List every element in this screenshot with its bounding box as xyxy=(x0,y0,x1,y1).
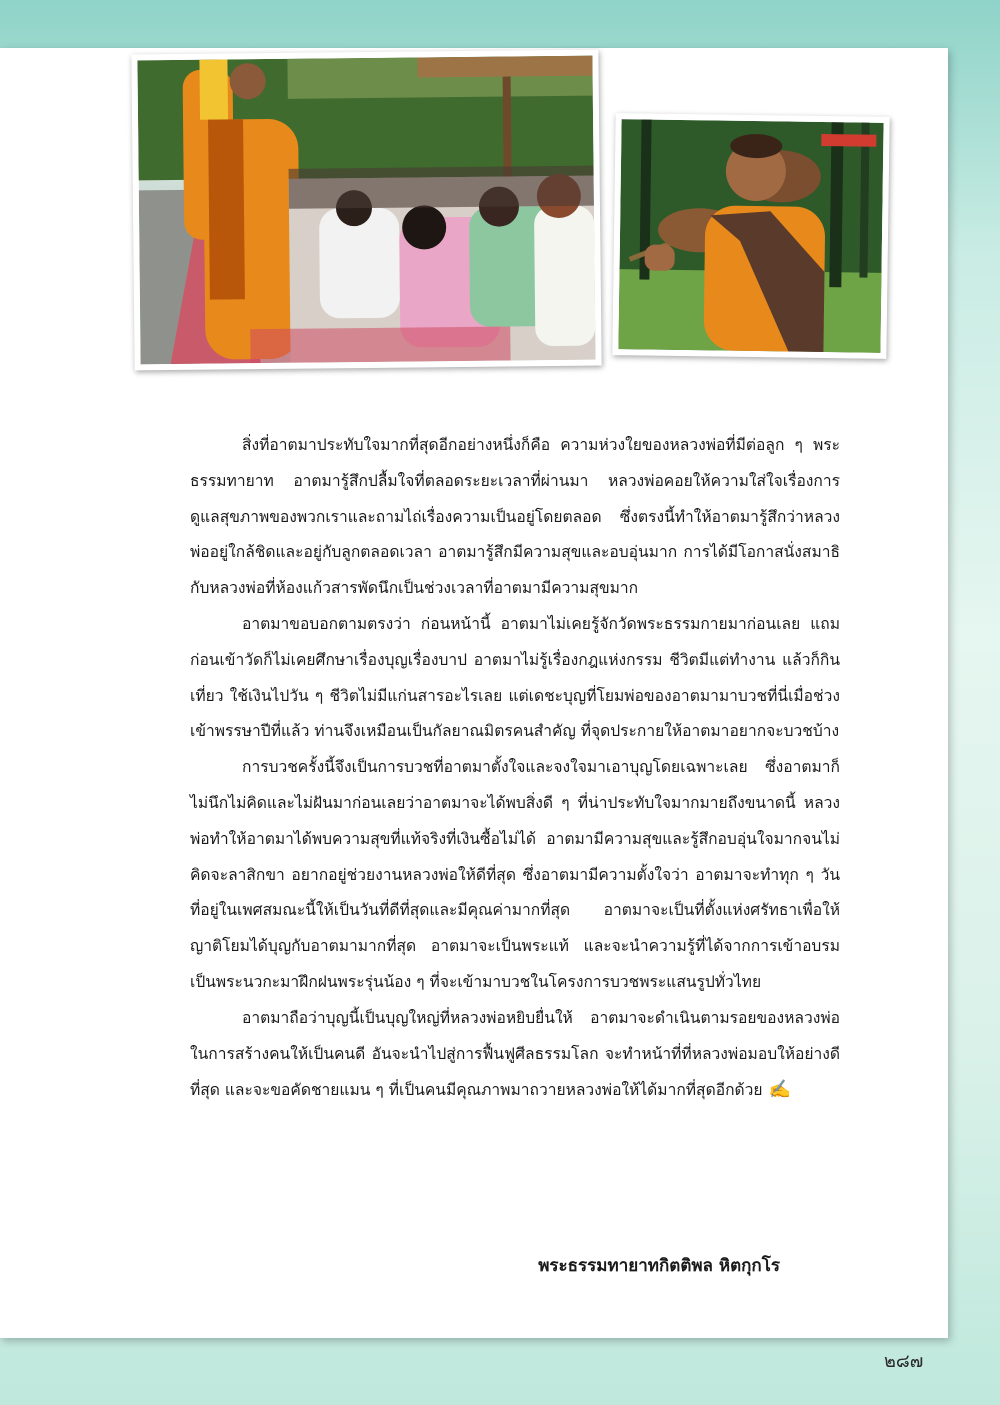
article-paragraph-text: อาตมาถือว่าบุญนี้เป็นบุญใหญ่ที่หลวงพ่อหยิบยื่นให้ อาตมาจะดำเนินตามรอยของหลวงพ่อในการสร้างคนให้เป็นคนดี อันจะนำไปสู่การฟื้นฟูศีลธรรมโลก จะทำหน้าที่ที่หลวงพ่อมอบให้อย่างดีที่สุด และจะขอคัดชายแมน ๆ ที่เป็นคนมีคุณภาพมาถวายหลวงพ่อให้ได้มากที่สุดอีกด้วย xyxy=(190,1008,840,1100)
article-paragraph: อาตมาขอบอกตามตรงว่า ก่อนหน้านี้ อาตมาไม่เคยรู้จักวัดพระธรรมกายมาก่อนเลย แถมก่อนเข้าวัดก็ไม่เคยศึกษาเรื่องบุญเรื่องบาป อาตมาไม่รู้เรื่องกฎแห่งกรรม ชีวิตมีแต่ทำงาน แล้วก็กิน เที่ยว ใช้เงินไปวัน ๆ ชีวิตไม่มีแก่นสารอะไรเลย แต่เดชะบุญที่โยมพ่อของอาตมามาบวชที่นี่เมื่อช่วงเข้าพรรษาปีที่แล้ว ท่านจึงเหมือนเป็นกัลยาณมิตรคนสำคัญ ที่จุดประกายให้อาตมาอยากจะบวชบ้าง xyxy=(190,614,840,741)
author-signature: พระธรรมทายาทกิตติพล หิตกุกโร xyxy=(538,1256,780,1276)
page-number: ๒๘๗ xyxy=(884,1351,924,1372)
monk-portrait-photo xyxy=(612,113,889,359)
article-body xyxy=(190,428,840,1109)
photo-monk-with-pack-icon xyxy=(618,119,883,353)
end-mark-icon: ✍ xyxy=(768,1079,791,1101)
article-paragraph: การบวชครั้งนี้จึงเป็นการบวชที่อาตมาตั้งใจและจงใจมาเอาบุญโดยเฉพาะเลย ซึ่งอาตมาก็ไม่นึกไม่คิดและไม่ฝันมาก่อนเลยว่าอาตมาจะได้พบสิ่งดี ๆ ที่น่าประทับใจมากมายถึงขนาดนี้ หลวงพ่อทำให้อาตมาได้พบความสุขที่แท้จริงที่เงินซื้อไม่ได้ อาตมามีความสุขและรู้สึกอบอุ่นใจมากจนไม่คิดจะลาสิกขา อยากอยู่ช่วยงานหลวงพ่อให้ดีที่สุด ซึ่งอาตมามีความตั้งใจว่า อาตมาจะทำทุก ๆ วัน ที่อยู่ในเพศสมณะนี้ให้เป็นวันที่ดีที่สุดและมีคุณค่ามากที่สุด อาตมาจะเป็นที่ตั้งแห่งศรัทธาเพื่อให้ญาติโยมได้บุญกับอาตมามากที่สุด อาตมาจะเป็นพระแท้ และจะนำความรู้ที่ได้จากการเข้าอบรมเป็นพระนวกะมาฝึกฝนพระรุ่นน้อง ๆ ที่จะเข้ามาบวชในโครงการบวชพระแสนรูปทั่วไทย xyxy=(190,758,840,991)
article-paragraph: สิ่งที่อาตมาประทับใจมากที่สุดอีกอย่างหนึ่งก็คือ ความห่วงใยของหลวงพ่อที่มีต่อลูก ๆ พระธรรมทายาท อาตมารู้สึกปลื้มใจที่ตลอดระยะเวลาที่ผ่านมา หลวงพ่อคอยให้ความใส่ใจเรื่องการดูแลสุขภาพของพวกเราและถามไถ่เรื่องความเป็นอยู่โดยตลอด ซึ่งตรงนี้ทำให้อาตมารู้สึกว่าหลวงพ่ออยู่ใกล้ชิดและอยู่กับลูกตลอดเวลา อาตมารู้สึกมีความสุขและอบอุ่นมาก การได้มีโอกาสนั่งสมาธิกับหลวงพ่อที่ห้องแก้วสารพัดนึกเป็นช่วงเวลาที่อาตมามีความสุขมาก xyxy=(190,436,840,598)
article-paragraph-last xyxy=(190,1001,840,1109)
almsgiving-procession-photo xyxy=(131,50,601,371)
photo-monks-alms-procession-icon xyxy=(137,56,595,365)
